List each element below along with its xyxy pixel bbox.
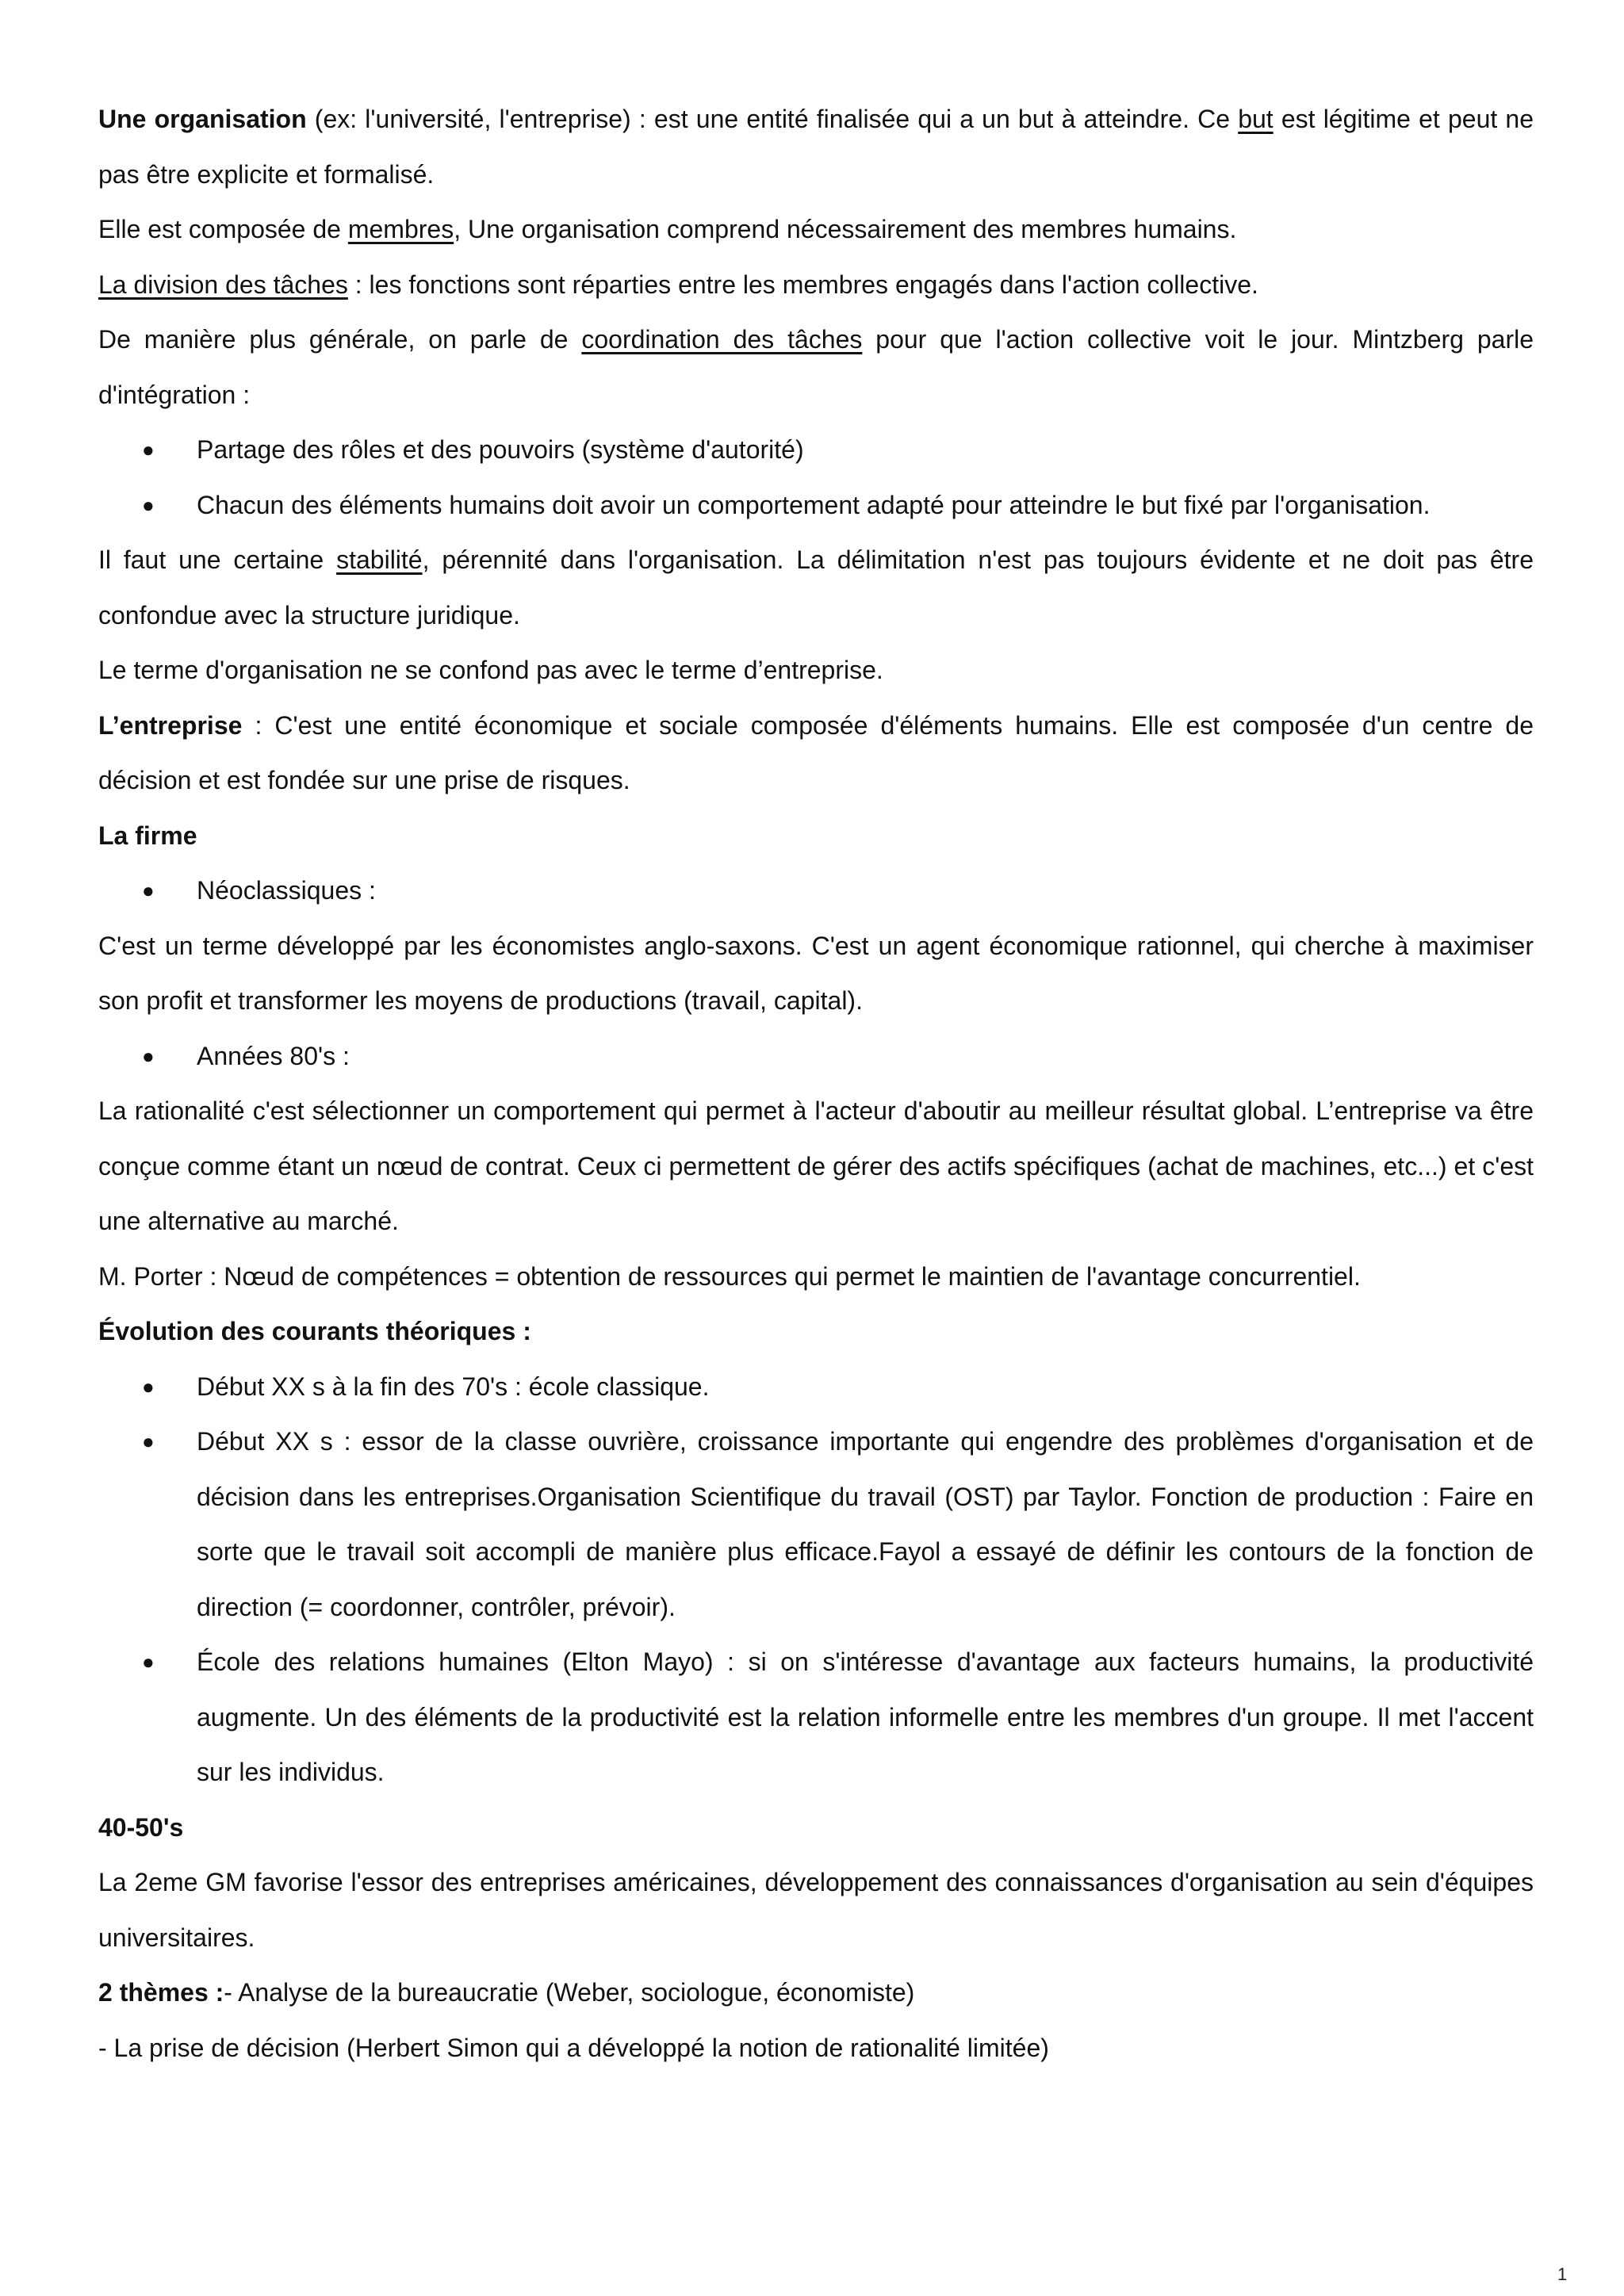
text: Elle est composée de <box>98 215 348 243</box>
paragraph-porter: M. Porter : Nœud de compétences = obtention de ressources qui permet le maintien de l'avantage concurrentiel. <box>98 1261 1361 1291</box>
text: - Analyse de la bureaucratie (Weber, sociologue, économiste) <box>224 1978 915 2007</box>
text: (ex: l'université, l'entreprise) : est une entité finalisée qui a un but à atteindre. Ce <box>306 105 1239 133</box>
underlined-coordination-taches: coordination des tâches <box>581 325 863 354</box>
paragraph-neoclassiques: C'est un terme développé par les économistes anglo-saxons. C'est un agent économique rationnel, qui cherche à maximiser son profit et transformer les moyens de productions (travail, capital). <box>98 931 1534 1015</box>
underlined-division-taches: La division des tâches <box>98 270 348 299</box>
paragraph-rationalite: La rationalité c'est sélectionner un comportement qui permet à l'acteur d'aboutir au meilleur résultat global. L’entreprise va être conçue comme étant un nœud de contrat. Ceux ci permettent de gérer des actifs spécifiques (achat de machines, etc...) et c'est une alternative au marché. <box>98 1096 1534 1235</box>
bullet-list-courants <box>98 1360 1534 1800</box>
bullet-annees-80 <box>98 1029 1534 1085</box>
paragraph-stabilite <box>98 533 1534 643</box>
list-item-text: Début XX s à la fin des 70's : école classique. <box>197 1372 710 1401</box>
list-item-text: Début XX s : essor de la classe ouvrière, croissance importante qui engendre des problèmes d'organisation et de décision dans les entreprises.Organisation Scientifique du travail (OST) par Taylor. Fonction de production : Faire en sorte que le travail soit accompli de manière plus efficace.Fayol a essayé de définir les contours de la fonction de direction (= coordonner, contrôler, prévoir). <box>197 1427 1534 1621</box>
bullet-icon: ● <box>142 1429 155 1453</box>
list-item <box>98 478 1534 534</box>
paragraph-coordination <box>98 312 1534 423</box>
paragraph-membres <box>98 202 1534 258</box>
text: pour que l'action collective voit le jour. Mintzberg parle d'intégration : <box>98 325 1534 409</box>
text: : les fonctions sont réparties entre les membres engagés dans l'action collective. <box>347 270 1258 299</box>
heading-evolution-courants: Évolution des courants théoriques : <box>98 1317 531 1345</box>
underlined-membres: membres <box>347 215 454 243</box>
paragraph-2-themes <box>98 1965 1534 2021</box>
paragraph-prise-decision: - La prise de décision (Herbert Simon qui a développé la notion de rationalité limitée) <box>98 2033 1049 2062</box>
document-body <box>98 92 1534 2076</box>
list-item-text: Néoclassiques : <box>197 876 376 905</box>
bullet-icon: ● <box>142 1374 155 1399</box>
list-item-text: Chacun des éléments humains doit avoir un comportement adapté pour atteindre le but fixé par l'organisation. <box>197 490 1431 519</box>
bullet-list-integration <box>98 423 1534 533</box>
bullet-icon: ● <box>142 438 155 461</box>
underlined-stabilite: stabilité <box>336 545 423 574</box>
bullet-icon: ● <box>142 1043 155 1068</box>
heading-40-50s: 40-50's <box>98 1812 184 1842</box>
bullet-icon: ● <box>142 1650 155 1674</box>
page-number: 1 <box>1557 2264 1568 2284</box>
text: Il faut une certaine <box>98 545 337 574</box>
paragraph-division-taches <box>98 258 1534 313</box>
list-item <box>98 1635 1534 1800</box>
list-item-text: Partage des rôles et des pouvoirs (système d'autorité) <box>197 435 804 464</box>
list-item <box>98 423 1534 478</box>
term-2-themes: 2 thèmes : <box>98 1978 224 2007</box>
paragraph-organisation-definition <box>98 92 1534 202</box>
list-item <box>98 1414 1534 1635</box>
text: : C'est une entité économique et sociale composée d'éléments humains. Elle est composée d'un centre de décision et est fondée sur une prise de risques. <box>98 710 1534 794</box>
list-item-text: Années 80's : <box>197 1041 350 1070</box>
bullet-neoclassiques <box>98 863 1534 919</box>
text: , pérennité dans l'organisation. La délimitation n'est pas toujours évidente et ne doit pas être confondue avec la structure juridique. <box>98 545 1534 629</box>
text: est légitime et peut ne pas être explicite et formalisé. <box>98 105 1534 189</box>
paragraph-entreprise-definition <box>98 698 1534 809</box>
bullet-icon: ● <box>142 878 155 902</box>
bullet-icon: ● <box>142 492 155 517</box>
heading-la-firme: La firme <box>98 821 197 850</box>
paragraph-terme-organisation: Le terme d'organisation ne se confond pas avec le terme d’entreprise. <box>98 656 883 684</box>
term-une-organisation: Une organisation <box>98 105 307 133</box>
list-item-text: École des relations humaines (Elton Mayo) : si on s'intéresse d'avantage aux facteurs humains, la productivité augmente. Un des éléments de la productivité est la relation informelle entre les membres d'un groupe. Il met l'accent sur les individus. <box>197 1647 1534 1786</box>
list-item <box>98 1360 1534 1415</box>
paragraph-2eme-gm: La 2eme GM favorise l'essor des entreprises américaines, développement des connaissances d'organisation au sein d'équipes universitaires. <box>98 1868 1534 1952</box>
underlined-but: but <box>1238 105 1274 133</box>
text: , Une organisation comprend nécessairement des membres humains. <box>454 215 1237 243</box>
term-entreprise: L’entreprise <box>98 710 243 740</box>
text: De manière plus générale, on parle de <box>98 325 582 354</box>
